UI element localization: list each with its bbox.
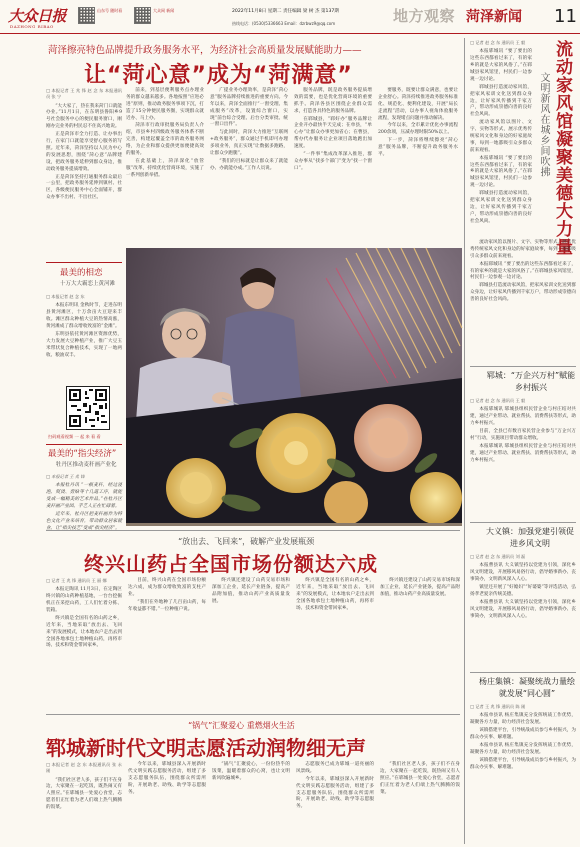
story2-column-2 [128,578,206,712]
story2-byline: □ 记者 王 兆 锋 通讯员 王 丽 娜 [46,578,107,583]
story3-column-4 [296,762,374,842]
paragraph: 郓城县打造流动家风馆，把家风家训文化送到群众身边，让好家风传播到千家万户，带动形成崇德向善的良好社会风尚。 [470,84,532,118]
lead-column-5 [378,88,458,244]
paragraph: 本报单县讯 杨庄集镇充分发挥统战工作优势，凝聚各方力量，助力经济社会发展。 [470,713,576,726]
sidebar-box1-text [46,294,122,384]
paragraph: 郓城县打造流动家风馆，把家风家训文化送到群众身边，让好家风传播到千家万户，带动形成崇德向善的良好社会风尚。 [470,191,532,224]
divider [46,714,460,715]
divider [470,366,576,367]
divider [46,530,460,531]
paragraph: 该镇搭建平台，引导统战成员参与乡村振兴，为群众办实事、解难题。 [470,757,576,770]
qr-code-icon [67,387,109,429]
story2-column-5 [380,578,460,712]
paragraph: 前来，到基层便利服务点办理业务的群众越来越多。各地按照“应进必进”原则，推动政务服务事项下沉，打造了15分钟便民服务圈，实现群众就近办、马上办。 [126,88,204,121]
paragraph: 本报郓城讯 “要了要出的这些东西都看过来了，有的家乡的就是大家的风俗了。”在郓城县家风馆里，村民们一边参观一边讨论。 [470,155,532,189]
story3-headline: 郓城新时代文明志愿活动润物细无声 [46,736,366,760]
story2-column-1 [46,578,122,712]
paragraph: 正是菏泽市全力打造、让办事出行，在家门口就能享受舒心服务的写照。近年来，菏泽坚持以人民为中心的发展思想，围绕“菏心意”品牌建设，把政务服务延伸到群众身边，推动政务服务提质增效。 [46,132,122,172]
qr-code-icon [134,7,151,24]
paragraph: 本报郓城讯 郓城县组织民营企业与村庄结对共建，通过产业带动、就业帮扶、消费帮扶等形式，助力乡村振兴。 [470,407,576,427]
sidebar-box1-byline: □ 本报记者 赵 念 东 [46,294,85,299]
lead-kicker: 菏泽擦亮特色品牌提升政务服务水平，为经济社会高质量发展赋能助力—— [48,45,362,56]
qr1-label: 山东号 随时看 [97,8,123,13]
paragraph: 广提业务办理效率，是菏泽“菏心意”服务品牌持续推进的重要方向。今年以来，菏泽全面推行“一窗受理、集成服务”改革，设置综合窗口，实现“前台综合受理、后台分类审批、统一窗口出件”。 [210,88,288,128]
page-number: 11 [554,6,577,27]
paragraph: 终兴镇是全国有名的山药之乡，近年来，当地采取“放出去、飞回来”的发展模式，让本地农户走出去到全国各地承包土地种植山药，再将市场、技术和资金带回家乡。 [46,615,122,649]
divider [46,262,122,263]
right-head4: 杨庄集镇：凝聚统战力量绘就发展“同心圆” [479,677,575,698]
story3-column-1 [46,762,122,842]
story3-column-2 [128,762,206,842]
paragraph: 本报郓城讯 “要了要出的这些东西都看过来了，有的家乡的就是大家的风俗了。”在郓城县家风馆里，村民们一边参观一边讨论。 [470,49,532,82]
paragraph: 本报郓城讯 “要了要出的这些东西都看过来了，有的家乡的就是大家的风俗了。”在郓城县家风馆里，村民们一边参观一边讨论。 [470,261,576,281]
paragraph: 本报曹县讯 大义镇坚持以党建为引领，深化乡风文明建设，开展移风易俗行动，倡导婚事新办、丧事简办，文明新风深入人心。 [470,599,576,619]
section-title-red: 菏泽新闻 [466,9,522,25]
story2-column-3 [212,578,290,712]
lead-photo [126,248,462,523]
paragraph: 终兴镇是全国有名的山药之乡，近年来，当地采取“放出去、飞回来”的发展模式，让本地农户走出去到全国各地承包土地种植山药，再将市场、技术和资金带回家乡。 [296,578,374,611]
paragraph: 本报郓城讯 郓城县组织民营企业与村庄结对共建，通过产业带动、就业帮扶、消费帮扶等形式，助力乡村振兴。 [470,443,576,463]
paragraph: “一件事”集成改革深入推进，群众办事从“找多个部门”变为“找一个窗口”。 [294,152,372,171]
paragraph: 今年以来，郓城县深入开展新时代文明实践志愿服务活动，组建了多支志愿服务队伍，围绕群众所需所盼，开展助老、助残、助学等志愿服务。 [296,776,374,810]
paragraph: 菏泽市行政审批服务局负责人介绍，市县乡村四级政务服务体系不断完善，构建起覆盖全市的政务服务网络，为企业和群众提供更加便捷高效的服务。 [126,123,204,157]
story2-column-4 [296,578,374,712]
right-story3-text [470,554,576,668]
paragraph: 东明县依托黄河滩区资源优势，大力发展大豆种植产业，推广大豆玉米带状复合种植技术，实现了一地两收、粮油双丰。 [46,331,122,358]
paragraph: 正是菏泽坚持打通服务群众最后一公里，把政务服务延伸到镇村、社区，各级便民服务中心全面铺开，群众办事不出村、不出社区。 [46,174,122,201]
qr-code-icon [78,7,95,24]
lead-column-2 [126,88,204,244]
paragraph: “我们社区老人多，孩子们不在身边，大家聚在一起吃饭，既热闹又有人照应。”在郓城县一处爱心食堂，志愿者们正忙着为老人们端上热气腾腾的饭菜。 [46,777,122,811]
sidebar-box2-byline: □ 本报记者 王 兆 锋 [46,474,85,479]
paragraph: 终兴镇还建设了山药交易市场和深加工企业，延长产业链条，提高产品附加值，推动山药产业高质量发展。 [380,578,460,597]
paragraph: 本报定陶讯 11月3日，在定陶区终兴镇的山药种植基地，一台台挖掘机正在采挖山药，工人们忙着分拣、装箱。 [46,587,122,613]
paragraph: 目前，全县已有数百家民营企业参与“万企兴万村”行动，实施项目带动群众增收。 [470,428,576,441]
section-title-grey: 地方观察 [393,7,456,25]
right-byline3: □ 记者 赵 念 东 通讯员 刘 磊 [470,554,526,559]
divider [46,444,122,445]
paragraph: 与此同时，菏泽大力推进“互联网+政务服务”，群众通过手机即可办理多项业务，真正实现“让数据多跑路，让群众少跑腿”。 [210,130,288,157]
right-head2: 郓城：“万企兴万村”赋能乡村振兴 [486,371,576,392]
story3-byline: □ 本报记者 赵 念 东 本报通讯员 张 永 刚 [46,762,122,774]
masthead [0,0,580,34]
paragraph: 镇里还开展了“好媳妇”“好婆婆”等评选活动，弘扬孝老爱亲传统美德。 [470,584,576,597]
right-head3: 大义镇：加强党建引领促进乡风文明 [486,527,574,548]
paragraph: 郓城县打造流动家风馆，把家风家训文化送到群众身边，让好家风传播到千家万户，带动形成崇德向善的良好社会风尚。 [470,283,576,303]
newspaper-logo: 大众日报 [8,7,67,25]
story3-column-5 [380,762,460,842]
right-byline: □ 记者 赵 念 东 通讯员 王 毅 [470,40,526,45]
paragraph: “我们的目标就是让群众来了就能办、办就能办成。”工作人员说。 [210,158,288,171]
story2-headline: 终兴山药占全国市场份额达六成 [84,552,378,576]
divider [470,522,576,523]
column-divider [464,38,465,844]
right-story2-text [470,398,576,518]
lead-byline: □ 本报记者 王 兆 锋 赵 念 东 本报通讯员 张 宁 [46,88,122,100]
right-vertical-title: 流动家风馆凝聚美德大力量 [552,40,572,256]
story2-kicker: “放出去、飞回来”，破解产业发展瓶颈 [178,537,315,546]
paragraph: 本报牡丹讯 “一根麦秆，经过浸泡、熨烫、剪贴等十几道工序，就能变成一幅精美的艺术作品。”在牡丹区麦秆画产业园，手艺人正在忙碌着。 [46,483,122,509]
lead-column-1 [46,88,122,240]
paragraph: “锅气”汇聚爱心，一份份热乎的饭菜，温暖着群众的心窝，也让文明新风吹遍城乡。 [212,762,290,781]
right-story1-cont [470,240,576,364]
paragraph: 近年来，牡丹区把麦秆画作为特色文化产业来培育，带动群众居家就业，让“指尖技艺”变成“指尖经济”。 [46,511,122,531]
sidebar-box2-text [46,474,122,531]
sidebar-box1-subtitle: 十万大大霸恋上黄河滩 [60,281,116,287]
story3-kicker: “锅气”汇聚爱心 重燃烟火生活 [188,721,295,730]
paragraph: 在郓城县，“郓好办”服务品牌让企业开办最快半天完成；在单县，“单心办”让群众办事更加省心；在曹县，帮办代办服务让企业项目落地跑出加速度。 [294,116,372,150]
right-vertical-subtitle: 文明新风在城乡间吹拂 [538,72,549,177]
paragraph: 本报东明讯 金秋时节，走进东明县黄河滩区，十万余亩大豆迎来丰收。滩区群众种植大豆的热情高涨，黄河滩成了群众增收致富的“金滩”。 [46,303,122,329]
paragraph: 今年以来，郓城县深入开展新时代文明实践志愿服务活动，组建了多支志愿服务队伍，围绕群众所需所盼，开展助老、助残、助学等志愿服务。 [128,762,206,795]
right-byline2: □ 记者 赵 念 东 通讯员 王 毅 [470,398,526,403]
video-qr-code[interactable] [66,386,110,430]
paragraph: “我们在外地种了几百亩山药，每年收益都不错。”一位种植户说。 [128,599,206,612]
paragraph: 本报曹县讯 大义镇坚持以党建为引领，深化乡风文明建设，开展移风易俗行动，倡导婚事新办、丧事简办，文明新风深入人心。 [470,563,576,583]
sidebar-box1-footer: 扫码观看视频 一 起 来 看 看 [48,434,101,439]
right-byline4: □ 记者 王 兆 锋 通讯员 陈 刚 [470,704,526,709]
story3-column-3 [212,762,290,842]
paragraph: 今年以来，全市累计优化办事流程200余项，压减办理时限50%以上。 [378,123,458,136]
paragraph: 该镇搭建平台，引导统战成员参与乡村振兴，为群众办实事、解难题。 [470,728,576,740]
paragraph: 服务品牌，既是政务服务提质增效的需要，也是优化营商环境的重要抓手。菏泽各县区围绕企业群众需求，打造各具特色的服务品牌。 [294,88,372,114]
paragraph: 终兴镇还建设了山药交易市场和深加工企业，延长产业链条，提高产品附加值，推动山药产业高质量发展。 [212,578,290,604]
photo-caption-bar [126,523,462,526]
paragraph: 流动家风馆以图片、文字、实物等形式，展示优秀传统家风文化和身边的好家庭故事，每到一地都吸引众多群众前来观看。 [470,240,576,259]
qr2-label: 大众网 新闻 [153,8,175,13]
paragraph: 流动家风馆以图片、文字、实物等形式，展示优秀传统家风文化和身边的好家庭故事，每到一地都吸引众多群众前来观看。 [470,120,532,153]
paragraph: “大大家了，热在我来菏门口就能办业。”11月1日，在东明县鲁阳乡9号社会服务中心的便民服务窗口，刚刚办完业务的村民忍不住高兴地说。 [46,103,122,130]
lead-column-4 [294,88,372,244]
paragraph: 要服务，既要让群众满意，也要让企业舒心。菏泽持续推进政务服务标准化、规范化、便利化建设，开展“局长走流程”活动，以办事人视角体验服务流程，发现堵点问题并推动解决。 [378,88,458,121]
wheat-straw-painting-photo [126,248,462,523]
lead-headline: 让“菏心意”成为“菏满意” [84,63,353,88]
lead-column-3 [210,88,288,244]
newspaper-logo-sub: DAZHONG RIBAO [10,24,54,29]
paragraph: 志愿服务已成为郓城一道亮丽的风景线。 [296,762,374,774]
paragraph: “我们社区老人多，孩子们不在身边，大家聚在一起吃饭，既热闹又有人照应。”在郓城县一处爱心食堂，志愿者们正忙着为老人们端上热气腾腾的饭菜。 [380,762,460,795]
sidebar-box2-subtitle: 牡丹区推动麦秆画产业化 [56,462,117,468]
paragraph: 下一步，菏泽将继续擦亮“菏心意”服务品牌，不断提升政务服务水平。 [378,138,458,158]
hotline: 热线电话：(0530)5336663 Email：dzrbwz9@qq.com [232,21,336,26]
paragraph: 本报单县讯 杨庄集镇充分发挥统战工作优势，凝聚各方力量，助力经济社会发展。 [470,742,576,755]
sidebar-box1-title: 最美的相恋 [60,268,103,278]
divider [470,672,576,673]
sidebar-box2-title: 最美的“指尖经济” [48,449,117,459]
paragraph: 在此基础上，菏泽深化“放管服”改革，持续优化营商环境，实施了一系列创新举措。 [126,158,204,178]
paragraph: 目前，终兴山药在全国市场份额达六成，成为群众增收致富的支柱产业。 [128,578,206,597]
issue-line: 2022年11月8日 星期二 责任编辑 梁 树 杰 第137期 [232,9,339,14]
right-story4-text [470,704,576,842]
